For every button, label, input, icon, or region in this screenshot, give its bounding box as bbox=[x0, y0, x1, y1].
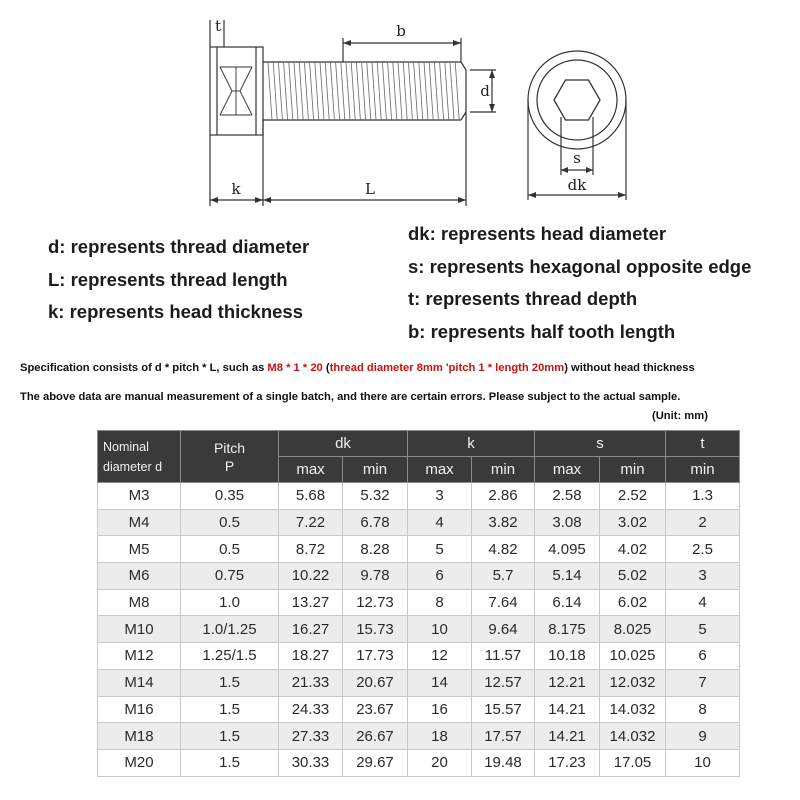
legend-item-t: t: represents thread depth bbox=[408, 288, 638, 309]
table-cell: 17.05 bbox=[600, 749, 666, 776]
table-cell: 9.64 bbox=[472, 616, 535, 643]
table-cell: 8.175 bbox=[535, 616, 600, 643]
measurement-disclaimer: The above data are manual measurement of a single batch, and there are certain errors. Please subject to the actual sample. bbox=[20, 391, 681, 403]
table-cell: 2 bbox=[666, 509, 740, 536]
table-cell: 21.33 bbox=[279, 669, 343, 696]
col-header-s: s bbox=[535, 431, 666, 457]
table-row bbox=[98, 483, 740, 510]
table-cell: 24.33 bbox=[279, 696, 343, 723]
legend-item-dk: dk: represents head diameter bbox=[408, 223, 667, 244]
subheader-dk-min: min bbox=[343, 457, 408, 483]
thread-line bbox=[388, 62, 392, 120]
subheader-dk-max: max bbox=[279, 457, 343, 483]
table-cell: 1.0 bbox=[181, 589, 279, 616]
table-cell: 5.32 bbox=[343, 483, 408, 510]
table-cell: 12.73 bbox=[343, 589, 408, 616]
thread-line bbox=[445, 62, 449, 120]
table-cell: 10 bbox=[666, 749, 740, 776]
thread-line bbox=[346, 62, 350, 120]
table-cell: M20 bbox=[98, 749, 181, 776]
table-cell: 2.5 bbox=[666, 536, 740, 563]
table-cell: 3.82 bbox=[472, 509, 535, 536]
table-cell: 14.032 bbox=[600, 696, 666, 723]
thread-line bbox=[362, 62, 366, 120]
thread-line bbox=[408, 62, 412, 120]
legend-item-L: L: represents thread length bbox=[48, 268, 288, 290]
table-cell: 7.22 bbox=[279, 509, 343, 536]
table-cell: 10.025 bbox=[600, 643, 666, 670]
table-row bbox=[98, 509, 740, 536]
screw-diagram bbox=[0, 0, 800, 215]
table-row bbox=[98, 643, 740, 670]
col-header-t: t bbox=[666, 431, 740, 457]
table-cell: 12.21 bbox=[535, 669, 600, 696]
table-cell: 4 bbox=[666, 589, 740, 616]
spec-explanation: thread diameter 8mm 'pitch 1 * length 20mm bbox=[329, 362, 565, 374]
thread-line bbox=[440, 62, 444, 120]
table-cell: 20.67 bbox=[343, 669, 408, 696]
thread-line bbox=[429, 62, 433, 120]
thread-line bbox=[434, 62, 438, 120]
dim-label-L: L bbox=[365, 180, 375, 198]
table-cell: 4 bbox=[408, 509, 472, 536]
col-header-dk: dk bbox=[279, 431, 408, 457]
dim-label-k: k bbox=[231, 180, 241, 198]
thread-line bbox=[278, 62, 282, 120]
table-cell: 16 bbox=[408, 696, 472, 723]
table-row bbox=[98, 723, 740, 750]
table-cell: 1.25/1.5 bbox=[181, 643, 279, 670]
table-cell: 3.08 bbox=[535, 509, 600, 536]
table-cell: 9.78 bbox=[343, 563, 408, 590]
table-cell: 23.67 bbox=[343, 696, 408, 723]
subheader-s-min: min bbox=[600, 457, 666, 483]
thread-line bbox=[455, 62, 459, 120]
table-cell: 8.72 bbox=[279, 536, 343, 563]
table-cell: M14 bbox=[98, 669, 181, 696]
table-cell: 4.02 bbox=[600, 536, 666, 563]
table-cell: 9 bbox=[666, 723, 740, 750]
legend-item-d: d: represents thread diameter bbox=[48, 236, 310, 257]
thread-line bbox=[414, 62, 418, 120]
thread-line bbox=[419, 62, 423, 120]
thread-line bbox=[330, 62, 334, 120]
table-cell: 5.68 bbox=[279, 483, 343, 510]
thread-line bbox=[315, 62, 319, 120]
table-row bbox=[98, 563, 740, 590]
table-cell: 17.23 bbox=[535, 749, 600, 776]
thread-line bbox=[336, 62, 340, 120]
subheader-t-min: min bbox=[666, 457, 740, 483]
table-cell: 0.75 bbox=[181, 563, 279, 590]
table-cell: 7 bbox=[666, 669, 740, 696]
table-cell: 2.86 bbox=[472, 483, 535, 510]
table-cell: 5.14 bbox=[535, 563, 600, 590]
table-cell: 11.57 bbox=[472, 643, 535, 670]
thread-line bbox=[325, 62, 329, 120]
thread-line bbox=[299, 62, 303, 120]
table-row bbox=[98, 696, 740, 723]
table-cell: 3 bbox=[408, 483, 472, 510]
table-cell: 4.82 bbox=[472, 536, 535, 563]
table-cell: 14.032 bbox=[600, 723, 666, 750]
thread-line bbox=[367, 62, 371, 120]
thread-line bbox=[341, 62, 345, 120]
legend-item-s: s: represents hexagonal opposite edge bbox=[408, 255, 752, 277]
col-header-nominal: Nominal diameter d bbox=[98, 431, 181, 483]
legend-right bbox=[408, 218, 751, 348]
thread-line bbox=[304, 62, 308, 120]
spec-prefix: Specification consists of d * pitch * L, such as bbox=[20, 362, 268, 374]
table-cell: M4 bbox=[98, 509, 181, 536]
table-cell: 1.5 bbox=[181, 669, 279, 696]
thread-line bbox=[351, 62, 355, 120]
dim-label-s: s bbox=[573, 149, 581, 167]
col-header-pitch: Pitch P bbox=[181, 431, 279, 483]
table-cell: 1.0/1.25 bbox=[181, 616, 279, 643]
table-cell: 10 bbox=[408, 616, 472, 643]
table-cell: 15.73 bbox=[343, 616, 408, 643]
dim-label-b: b bbox=[396, 22, 406, 40]
thread-line bbox=[294, 62, 298, 120]
table-cell: 10.18 bbox=[535, 643, 600, 670]
table-cell: 6.78 bbox=[343, 509, 408, 536]
head-outer-circle bbox=[528, 51, 626, 149]
table-cell: 8.28 bbox=[343, 536, 408, 563]
table-cell: 15.57 bbox=[472, 696, 535, 723]
table-cell: M10 bbox=[98, 616, 181, 643]
table-cell: 17.73 bbox=[343, 643, 408, 670]
legend-item-b: b: represents half tooth length bbox=[408, 320, 676, 342]
table-cell: 14.21 bbox=[535, 696, 600, 723]
table-cell: 10.22 bbox=[279, 563, 343, 590]
thread-line bbox=[268, 62, 272, 120]
thread-line bbox=[289, 62, 293, 120]
table-cell: 7.64 bbox=[472, 589, 535, 616]
table-cell: 2.58 bbox=[535, 483, 600, 510]
table-cell: 2.52 bbox=[600, 483, 666, 510]
table-cell: 8 bbox=[666, 696, 740, 723]
table-cell: 1.5 bbox=[181, 696, 279, 723]
table-cell: 14.21 bbox=[535, 723, 600, 750]
table-cell: 4.095 bbox=[535, 536, 600, 563]
dimension-table bbox=[97, 430, 740, 777]
table-cell: 29.67 bbox=[343, 749, 408, 776]
thread-hatching bbox=[268, 62, 459, 120]
table-cell: 30.33 bbox=[279, 749, 343, 776]
table-cell: 5.7 bbox=[472, 563, 535, 590]
table-cell: 26.67 bbox=[343, 723, 408, 750]
hex-socket bbox=[554, 80, 600, 120]
legend-item-k: k: represents head thickness bbox=[48, 301, 303, 322]
thread-line bbox=[403, 62, 407, 120]
table-cell: 5 bbox=[666, 616, 740, 643]
table-cell: 18 bbox=[408, 723, 472, 750]
thread-line bbox=[382, 62, 386, 120]
table-cell: 6.02 bbox=[600, 589, 666, 616]
table-cell: M3 bbox=[98, 483, 181, 510]
table-cell: 12 bbox=[408, 643, 472, 670]
spec-suffix: ) without head thickness bbox=[564, 362, 695, 374]
table-cell: M5 bbox=[98, 536, 181, 563]
spec-example: M8 * 1 * 20 bbox=[267, 362, 323, 374]
thread-line bbox=[356, 62, 360, 120]
thread-line bbox=[393, 62, 397, 120]
table-row bbox=[98, 749, 740, 776]
thread-line bbox=[284, 62, 288, 120]
table-cell: M12 bbox=[98, 643, 181, 670]
table-cell: 13.27 bbox=[279, 589, 343, 616]
thread-line bbox=[450, 62, 454, 120]
thread-line bbox=[424, 62, 428, 120]
table-row bbox=[98, 616, 740, 643]
subheader-s-max: max bbox=[535, 457, 600, 483]
table-cell: M18 bbox=[98, 723, 181, 750]
table-cell: 19.48 bbox=[472, 749, 535, 776]
table-cell: 3 bbox=[666, 563, 740, 590]
table-row bbox=[98, 536, 740, 563]
table-cell: 27.33 bbox=[279, 723, 343, 750]
thread-line bbox=[273, 62, 277, 120]
dim-label-t: t bbox=[214, 17, 222, 35]
table-cell: 6 bbox=[408, 563, 472, 590]
socket-hidden-lines bbox=[220, 67, 252, 115]
subheader-k-max: max bbox=[408, 457, 472, 483]
table-cell: 0.35 bbox=[181, 483, 279, 510]
table-cell: 6 bbox=[666, 643, 740, 670]
unit-label: (Unit: mm) bbox=[652, 410, 708, 422]
table-cell: M6 bbox=[98, 563, 181, 590]
table-cell: 1.5 bbox=[181, 723, 279, 750]
col-header-k: k bbox=[408, 431, 535, 457]
table-cell: 12.57 bbox=[472, 669, 535, 696]
table-cell: 17.57 bbox=[472, 723, 535, 750]
table-cell: 14 bbox=[408, 669, 472, 696]
table-cell: 0.5 bbox=[181, 509, 279, 536]
table-cell: 1.3 bbox=[666, 483, 740, 510]
table-cell: 1.5 bbox=[181, 749, 279, 776]
thread-line bbox=[377, 62, 381, 120]
subheader-k-min: min bbox=[472, 457, 535, 483]
thread-line bbox=[320, 62, 324, 120]
dim-label-d: d bbox=[480, 82, 490, 100]
thread-line bbox=[310, 62, 314, 120]
table-row bbox=[98, 669, 740, 696]
table-cell: 20 bbox=[408, 749, 472, 776]
table-header-row bbox=[98, 431, 740, 457]
table-cell: 12.032 bbox=[600, 669, 666, 696]
table-cell: 6.14 bbox=[535, 589, 600, 616]
thread-line bbox=[372, 62, 376, 120]
table-row bbox=[98, 589, 740, 616]
table-cell: 16.27 bbox=[279, 616, 343, 643]
table-cell: 18.27 bbox=[279, 643, 343, 670]
table-cell: 5 bbox=[408, 536, 472, 563]
table-cell: M16 bbox=[98, 696, 181, 723]
table-cell: 8.025 bbox=[600, 616, 666, 643]
legend-left bbox=[48, 231, 309, 329]
table-cell: M8 bbox=[98, 589, 181, 616]
table-cell: 5.02 bbox=[600, 563, 666, 590]
specification-note bbox=[20, 362, 695, 374]
table-cell: 0.5 bbox=[181, 536, 279, 563]
spec-open: ( bbox=[322, 362, 330, 374]
dim-label-dk: dk bbox=[567, 176, 587, 194]
table-cell: 8 bbox=[408, 589, 472, 616]
table-cell: 3.02 bbox=[600, 509, 666, 536]
thread-line bbox=[398, 62, 402, 120]
